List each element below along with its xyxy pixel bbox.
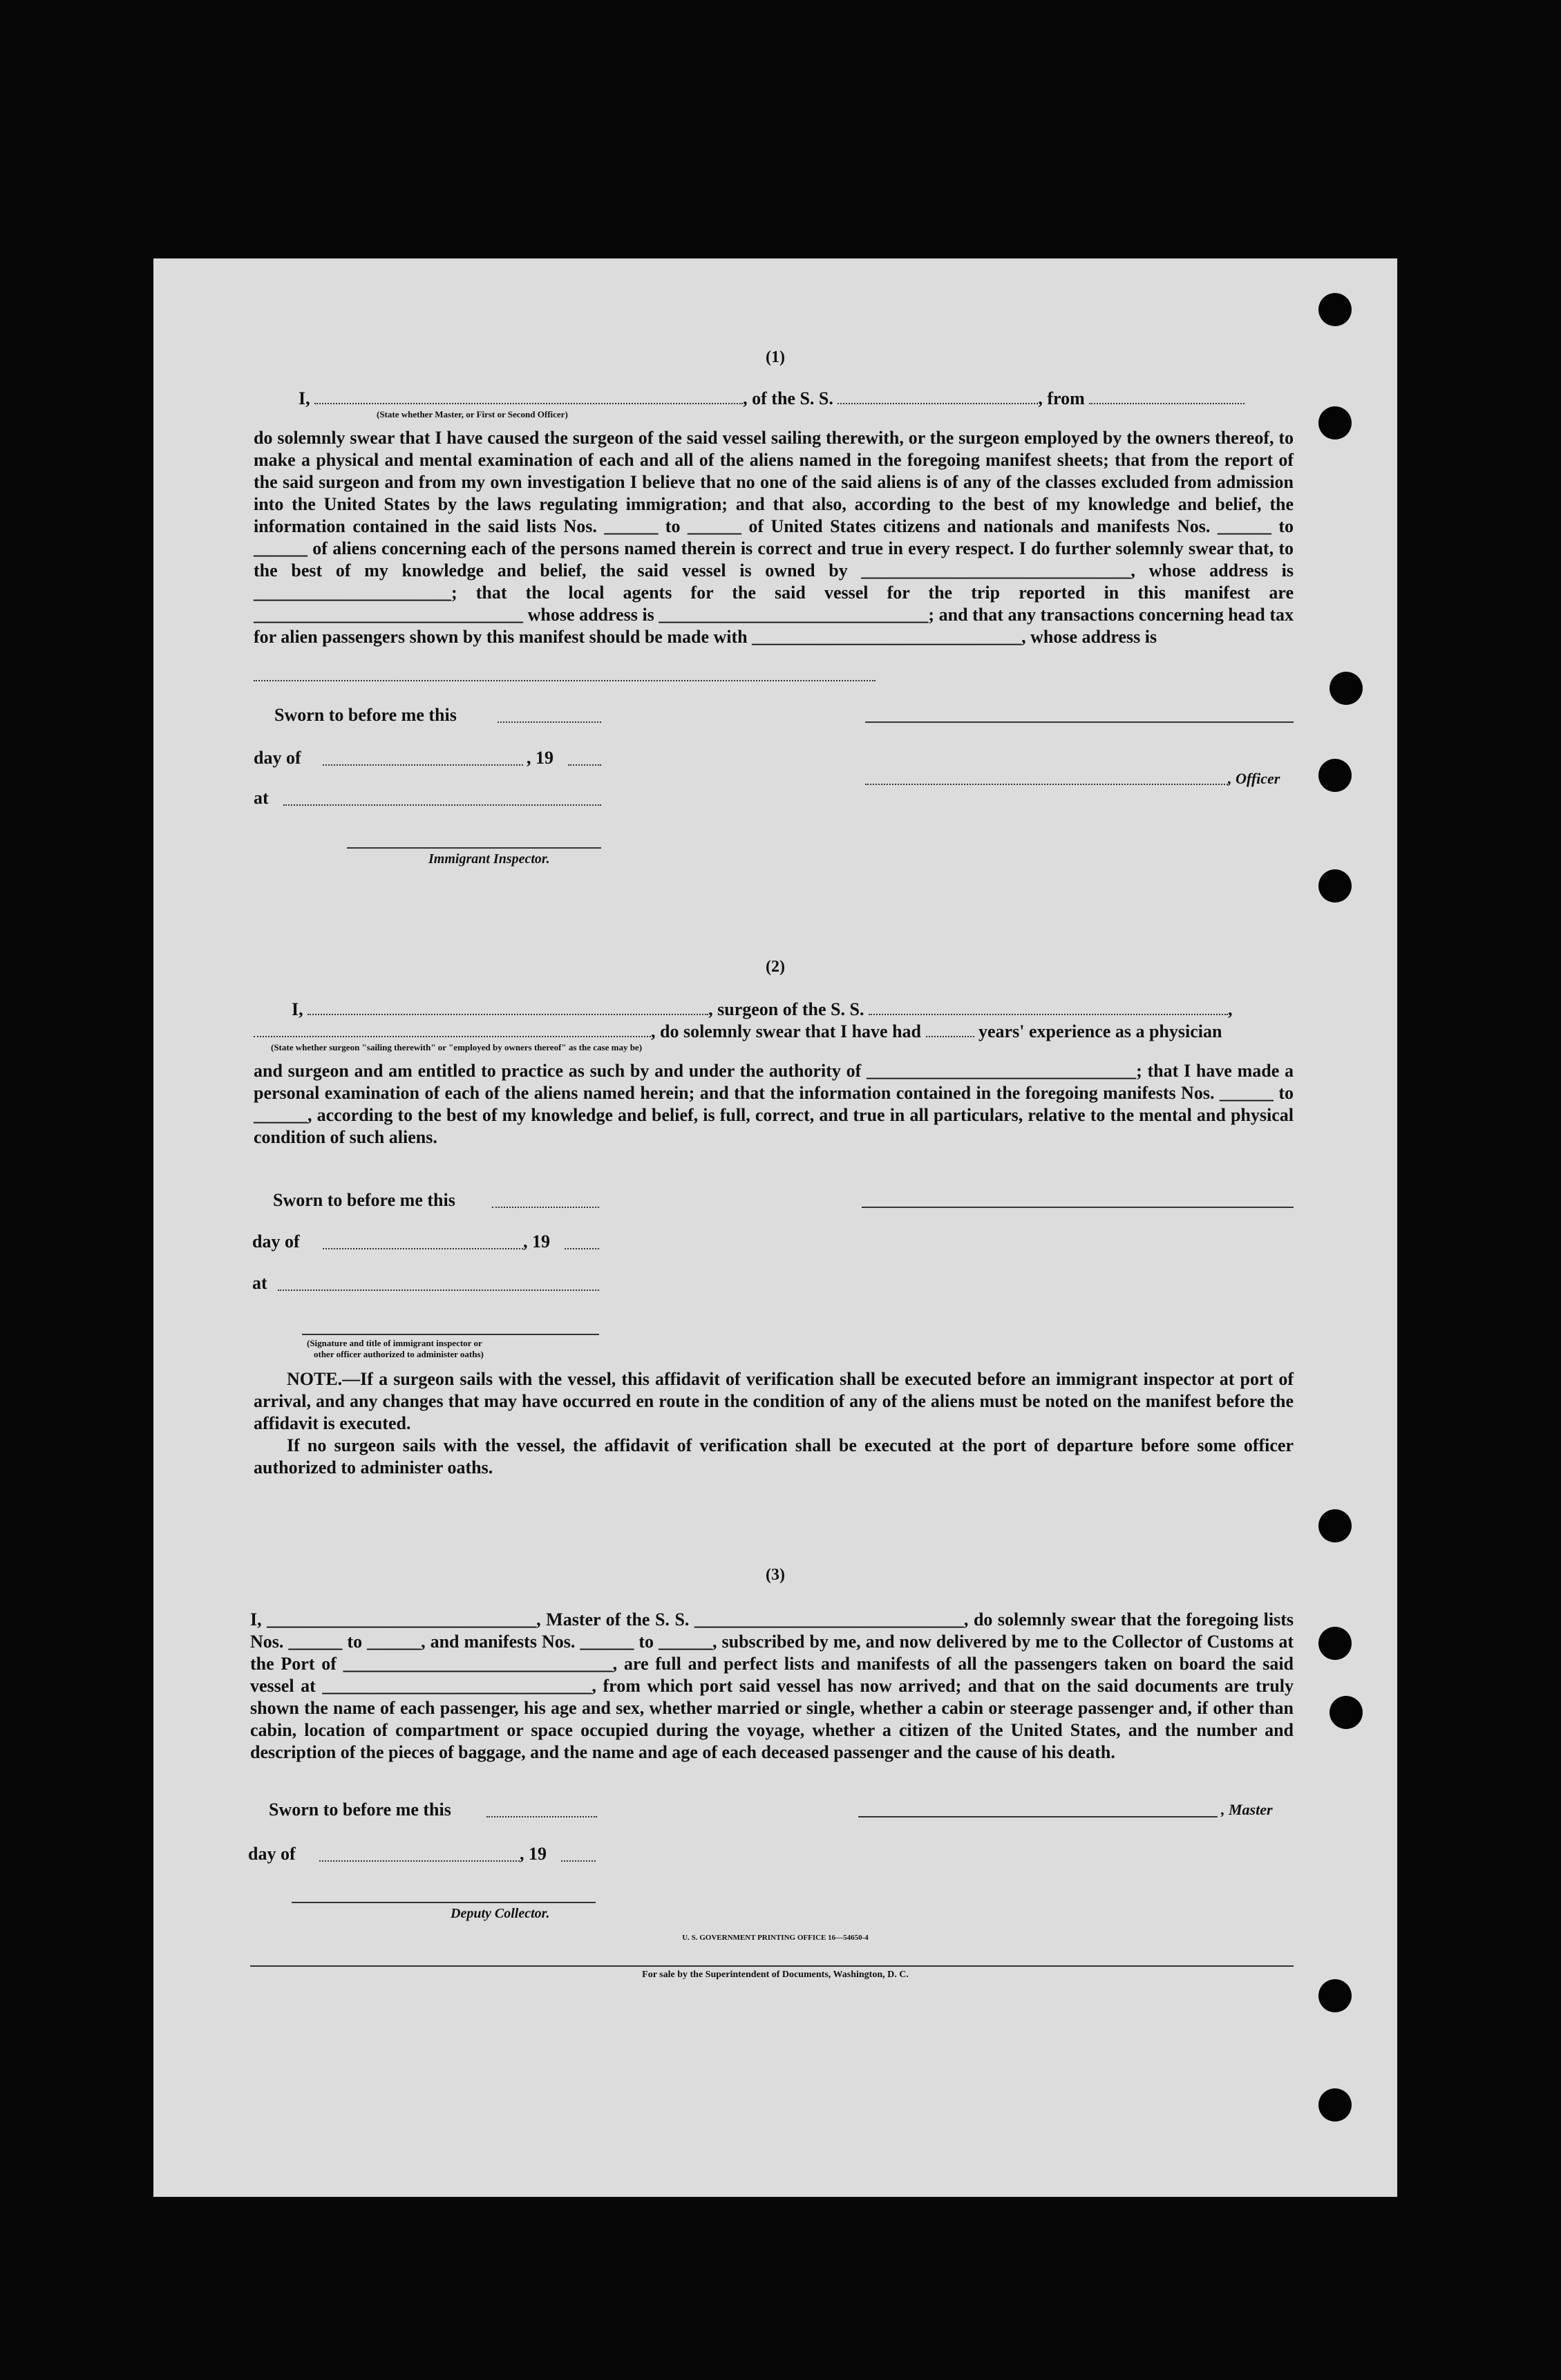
section-2-swear: , do solemnly swear that I have had — [651, 1021, 922, 1041]
section-3-year-field[interactable] — [561, 1860, 596, 1862]
section-2-at-field[interactable] — [278, 1290, 599, 1291]
section-1-year-field[interactable] — [568, 764, 601, 766]
section-2-sworn: Sworn to before me this — [273, 1190, 455, 1210]
punch-hole — [1330, 1696, 1363, 1729]
officer-caption: (State whether Master, or First or Second Officer) — [377, 409, 568, 419]
punch-hole — [1330, 672, 1363, 705]
section-2-header-line: I, , surgeon of the S. S. , — [292, 999, 1233, 1019]
section-2-inspector-signature-line[interactable] — [302, 1334, 599, 1335]
section-2-oath-text: and surgeon and am entitled to practice as such by and under the authority of ______________________________; that I have made a personal examination of each of the aliens named herein; and that the information contained in the foregoing manifests Nos. ______ to ______, according to the best of my knowledge and belief, is full, correct, and true in all particulars, relative to the mental and physical condition of such aliens. — [254, 1061, 1294, 1147]
section-3-day-of: day of — [248, 1844, 296, 1864]
section-3-oath-text: I, ______________________________, Master of the S. S. ______________________________, do solemnly swear that the foregoing lists Nos. ______ to ______, and manifests Nos. ______ to ______, subscribed by me, and now delivered by me to the Collector of Customs at the Port of ______________________________, are full and perfect lists and manifests of all the passengers taken on board the said vessel at ______________________________, from which port said vessel has now arrived; and that on the said documents are truly shown the name of each passenger, his age and sex, whether married or single, whether a cabin or steerage passenger and, if other than cabin, location of compartment or space occupied during the voyage, whether a citizen of the United States, and the number and description of the pieces of baggage, and the name and age of each deceased passenger and the cause of his death. — [250, 1609, 1294, 1762]
punch-hole — [1318, 1509, 1352, 1542]
departure-port-field[interactable] — [1089, 390, 1245, 404]
section-2-number: (2) — [766, 958, 785, 976]
section-1-at-field[interactable] — [283, 804, 601, 806]
section-2-year: , 19 — [523, 1231, 550, 1252]
section-1-year: , 19 — [527, 748, 554, 768]
officer-title-field[interactable] — [865, 784, 1228, 785]
section-3-day-of-field[interactable] — [319, 1860, 520, 1862]
surgeon-name-field[interactable] — [308, 1001, 708, 1015]
section-1-sworn-day-field[interactable] — [498, 721, 601, 723]
section-3-year: , 19 — [520, 1844, 547, 1864]
punch-hole — [1318, 1627, 1352, 1660]
section-1-of-ss: , of the S. S. — [743, 388, 833, 408]
officer-signature-line[interactable] — [865, 721, 1294, 723]
section-2-day-of-field[interactable] — [323, 1248, 523, 1249]
signature-caption-2: other officer authorized to administer oaths) — [314, 1349, 484, 1359]
deputy-collector-label: Deputy Collector. — [451, 1906, 550, 1921]
officer-label: , Officer — [1228, 770, 1280, 787]
section-2-vessel-field[interactable] — [869, 1001, 1228, 1015]
officer-name-field[interactable] — [314, 390, 743, 404]
gpo-imprint: U. S. GOVERNMENT PRINTING OFFICE 16—54650-4 — [682, 1934, 869, 1942]
sale-notice: For sale by the Superintendent of Documents, Washington, D. C. — [642, 1970, 909, 1980]
footer-rule — [250, 1965, 1294, 1967]
bleed-through-text — [499, 274, 909, 294]
surgeon-signature-line[interactable] — [862, 1207, 1294, 1208]
immigrant-inspector-label: Immigrant Inspector. — [428, 851, 550, 867]
manifest-verification-page — [153, 258, 1397, 2197]
punch-hole — [1318, 406, 1352, 440]
section-2-at: at — [252, 1273, 267, 1293]
section-1-oath-text: do solemnly swear that I have caused the surgeon of the said vessel sailing therewith, or the surgeon employed by the owners thereof, to make a physical and mental examination of each and all of the aliens named in the foregoing manifest sheets; that from the report of the said surgeon and from my own investigation I believe that no one of the said aliens is of any of the classes excluded from admission into the United States by the laws regulating immigration; and that also, according to the best of my knowledge and belief, the information contained in the said lists Nos. ______ to ______ of United States citizens and nationals and manifests Nos. ______ to ______ of aliens concerning each of the persons named therein is correct and true in every respect. I do further solemnly swear that, to the best of my knowledge and belief, the said vessel is owned by ______________________________, whose address is ______________________; that the local agents for the said vessel for the trip reported in this manifest are ______________________________ whose address is ______________________________; and that any transactions concerning head tax for alien passengers shown by this manifest should be made with ______________________________, whose address is — [254, 428, 1294, 647]
years-experience-field[interactable] — [926, 1023, 974, 1037]
head-tax-address-line[interactable] — [254, 680, 876, 681]
section-1-day-of: day of — [254, 748, 301, 768]
section-1-from: , from — [1038, 388, 1085, 408]
section-3-sworn: Sworn to before me this — [269, 1800, 451, 1820]
section-3-sworn-day-field[interactable] — [486, 1816, 597, 1817]
section-1-header-line — [299, 388, 1245, 409]
section-2-surgeon-of: , surgeon of the S. S. — [708, 999, 864, 1019]
inspector-signature-line[interactable] — [347, 847, 601, 849]
section-1-number: (1) — [766, 348, 785, 366]
master-label: , Master — [1221, 1801, 1273, 1818]
vessel-name-field[interactable] — [838, 390, 1038, 404]
signature-caption-1: (Signature and title of immigrant inspector or — [307, 1338, 482, 1348]
no-surgeon-note: If no surgeon sails with the vessel, the affidavit of verification shall be executed at the port of departure before some officer authorized to administer oaths. — [254, 1435, 1294, 1477]
section-1-at: at — [254, 788, 269, 808]
section-2-sworn-day-field[interactable] — [492, 1207, 599, 1208]
punch-hole — [1318, 2088, 1352, 2122]
punch-hole — [1318, 1979, 1352, 2012]
section-3-number: (3) — [766, 1566, 785, 1584]
section-2-i: I, — [292, 999, 303, 1019]
master-signature-line[interactable] — [858, 1816, 1218, 1817]
section-2-year-field[interactable] — [565, 1248, 599, 1249]
punch-hole — [1318, 293, 1352, 326]
deputy-collector-signature-line[interactable] — [292, 1902, 596, 1903]
section-1-day-of-field[interactable] — [323, 764, 523, 766]
section-1-sworn: Sworn to before me this — [274, 705, 457, 725]
punch-hole — [1318, 869, 1352, 903]
section-2-experience-line — [254, 1021, 1222, 1042]
surgeon-type-field[interactable] — [254, 1023, 651, 1037]
section-2-day-of: day of — [252, 1231, 300, 1252]
section-1-i: I, — [299, 388, 310, 408]
punch-hole — [1318, 759, 1352, 792]
surgeon-note: NOTE.—If a surgeon sails with the vessel, this affidavit of verification shall be executed before an immigrant inspector at port of arrival, and any changes that may have occurred en route in the condition of any of the aliens must be noted on the manifest before the affidavit is executed. — [254, 1369, 1294, 1433]
surgeon-caption: (State whether surgeon "sailing therewith" or "employed by owners thereof" as the case may be) — [271, 1042, 643, 1052]
section-2-years: years' experience as a physician — [978, 1021, 1222, 1041]
